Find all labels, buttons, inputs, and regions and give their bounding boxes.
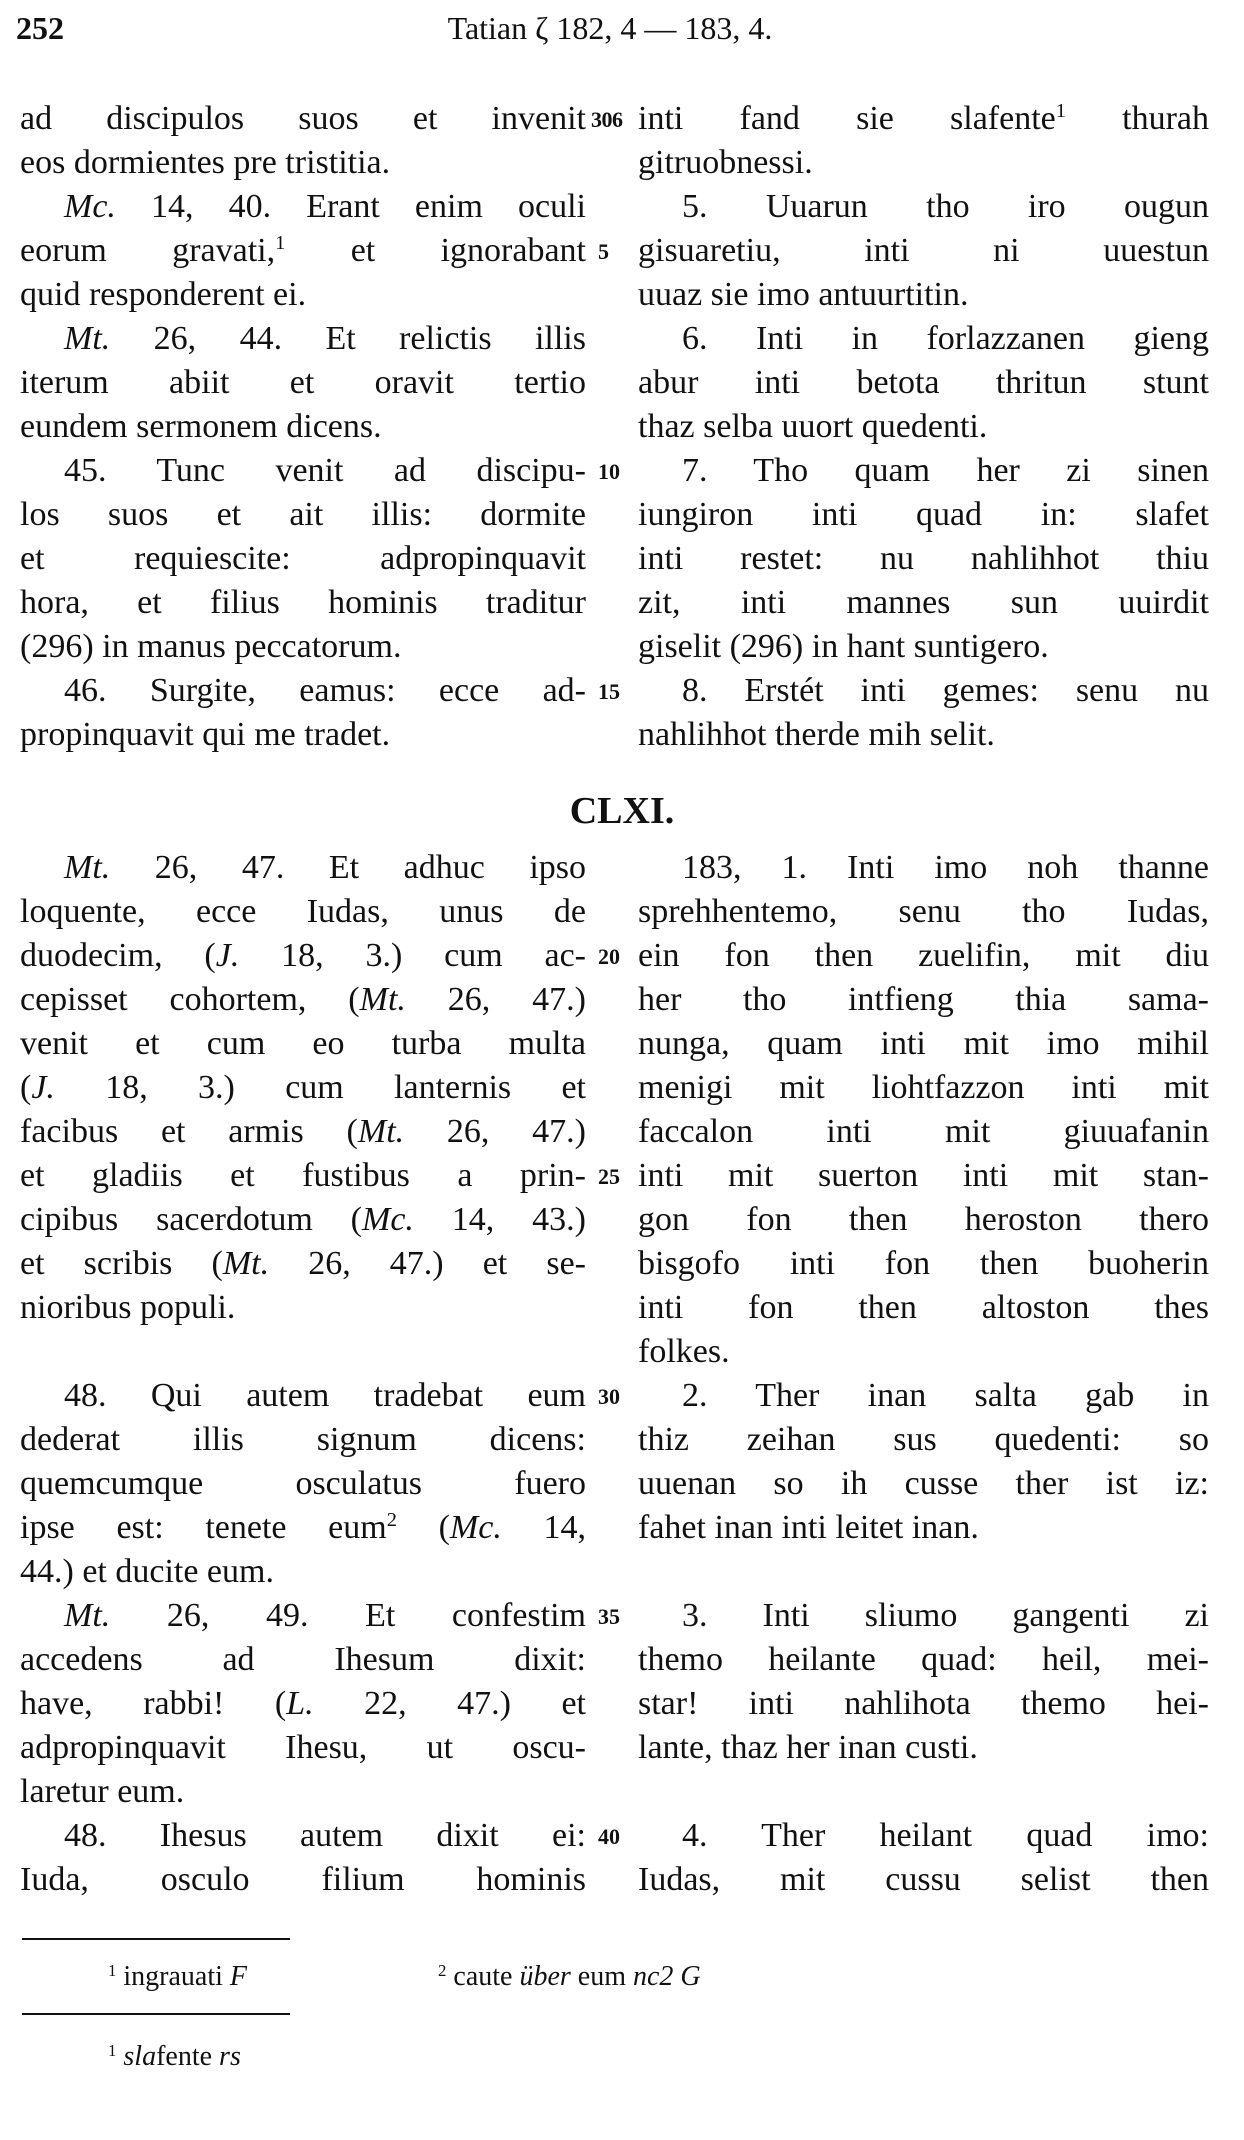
text-line-row xyxy=(0,1550,1244,1594)
text-line-row xyxy=(0,1770,1244,1814)
line-number: 5 xyxy=(598,239,609,264)
ohg-line: 183, 1. Inti imo noh thanne xyxy=(682,849,1209,886)
ohg-line: lante, thaz her inan custi. xyxy=(638,1729,978,1766)
footnote: $^2$ caute über eum nc2 G xyxy=(438,1961,701,1992)
line-number: 306 xyxy=(591,107,623,132)
latin-line: et requiescite: adpropinquavit xyxy=(20,540,586,577)
text-line-row xyxy=(0,1594,1244,1638)
latin-line: et scribis (Mt. 26, 47.) et se- xyxy=(20,1245,586,1282)
ohg-line: nunga, quam inti mit imo mihil xyxy=(638,1025,1209,1062)
text-line-row xyxy=(0,1154,1244,1198)
latin-line: quid responderent ei. xyxy=(20,276,307,313)
ohg-line: 2. Ther inan salta gab in xyxy=(682,1377,1209,1414)
latin-line: Mt. 26, 44. Et relictis illis xyxy=(64,320,586,357)
ohg-line: themo heilante quad: heil, mei- xyxy=(638,1641,1209,1678)
text-block-2 xyxy=(0,846,1244,1374)
latin-line: dederat illis signum dicens: xyxy=(20,1421,586,1458)
latin-line: 48. Ihesus autem dixit ei: xyxy=(64,1817,586,1854)
line-number: 15 xyxy=(598,679,620,704)
ohg-line: 3. Inti sliumo gangenti zi xyxy=(682,1597,1209,1634)
text-line-row xyxy=(0,978,1244,1022)
latin-line: cipibus sacerdotum (Mc. 14, 43.) xyxy=(20,1201,586,1238)
latin-line: los suos et ait illis: dormite xyxy=(20,496,586,533)
text-line-row xyxy=(0,1066,1244,1110)
text-line-row xyxy=(0,317,1244,361)
line-number: 40 xyxy=(598,1824,620,1849)
latin-line: eorum gravati,$^1$ et ignorabant xyxy=(20,232,586,269)
text-line-row xyxy=(0,1726,1244,1770)
ohg-line: thiz zeihan sus quedenti: so xyxy=(638,1421,1209,1458)
ohg-line: gon fon then heroston thero xyxy=(638,1201,1209,1238)
ohg-line: uuenan so ih cusse ther ist iz: xyxy=(638,1465,1209,1502)
latin-line: eundem sermonem dicens. xyxy=(20,408,382,445)
line-number: 10 xyxy=(598,459,620,484)
latin-line: facibus et armis (Mt. 26, 47.) xyxy=(20,1113,587,1150)
latin-line: laretur eum. xyxy=(20,1773,185,1810)
ohg-line: 6. Inti in forlazzanen gieng xyxy=(682,320,1209,357)
line-number: 35 xyxy=(598,1604,620,1629)
latin-line: propinquavit qui me tradet. xyxy=(20,716,391,753)
ohg-line: gitruobnessi. xyxy=(638,144,813,181)
ohg-line: inti fand sie slafente$^1$ thurah xyxy=(638,100,1209,137)
text-line-row xyxy=(0,1286,1244,1330)
latin-line: Mt. 26, 49. Et confestim xyxy=(64,1597,586,1634)
ohg-line: folkes. xyxy=(638,1333,730,1370)
text-line-row xyxy=(0,97,1244,141)
ohg-line: sprehhentemo, senu tho Iudas, xyxy=(638,893,1209,930)
page-number: 252 xyxy=(16,10,64,46)
text-line-row xyxy=(0,1022,1244,1066)
ohg-line: thaz selba uuort quedenti. xyxy=(638,408,988,445)
text-block-1 xyxy=(0,97,1244,757)
text-line-row xyxy=(0,405,1244,449)
ohg-line: faccalon inti mit giuuafanin xyxy=(638,1113,1209,1150)
latin-line: venit et cum eo turba multa xyxy=(20,1025,586,1062)
ohg-line: nahlihhot therde mih selit. xyxy=(638,716,995,753)
ohg-line: uuaz sie imo antuurtitin. xyxy=(638,276,969,313)
ohg-line: her tho intfieng thia sama- xyxy=(638,981,1209,1018)
text-line-row xyxy=(0,1418,1244,1462)
latin-line: et gladiis et fustibus a prin- xyxy=(20,1157,586,1194)
line-number: 20 xyxy=(598,944,620,969)
latin-line: hora, et filius hominis traditur xyxy=(20,584,586,621)
latin-line: ad discipulos suos et invenit xyxy=(20,100,586,137)
text-line-row xyxy=(0,713,1244,757)
latin-line: 44.) et ducite eum. xyxy=(20,1553,274,1590)
text-block-3 xyxy=(0,1374,1244,1902)
text-line-row xyxy=(0,890,1244,934)
text-line-row xyxy=(0,1198,1244,1242)
text-line-row xyxy=(0,1682,1244,1726)
latin-line: iterum abiit et oravit tertio xyxy=(20,364,586,401)
text-line-row xyxy=(0,846,1244,890)
text-line-row xyxy=(0,581,1244,625)
latin-line: adpropinquavit Ihesu, ut oscu- xyxy=(20,1729,586,1766)
text-line-row xyxy=(0,625,1244,669)
latin-line: loquente, ecce Iudas, unus de xyxy=(20,893,586,930)
ohg-line: menigi mit liohtfazzon inti mit xyxy=(638,1069,1209,1106)
ohg-line: iungiron inti quad in: slafet xyxy=(638,496,1209,533)
text-line-row xyxy=(0,537,1244,581)
text-line-row xyxy=(0,273,1244,317)
running-head: Tatian ζ 182, 4 — 183, 4. xyxy=(447,10,773,46)
footnote-rule-ohg xyxy=(22,2013,290,2015)
ohg-line: fahet inan inti leitet inan. xyxy=(638,1509,979,1546)
ohg-line: zit, inti mannes sun uuirdit xyxy=(638,584,1209,621)
latin-line: Mt. 26, 47. Et adhuc ipso xyxy=(64,849,586,886)
ohg-line: gisuaretiu, inti ni uuestun xyxy=(638,232,1209,269)
latin-line: cepisset cohortem, (Mt. 26, 47.) xyxy=(20,981,586,1018)
latin-line: accedens ad Ihesum dixit: xyxy=(20,1641,586,1678)
ohg-line: 4. Ther heilant quad imo: xyxy=(682,1817,1209,1854)
text-line-row xyxy=(0,185,1244,229)
ohg-line: inti restet: nu nahlihhot thiu xyxy=(638,540,1209,577)
ohg-line: Iudas, mit cussu selist then xyxy=(638,1861,1209,1898)
ohg-line: ein fon then zuelifin, mit diu xyxy=(638,937,1209,974)
ohg-line: inti fon then altoston thes xyxy=(638,1289,1209,1326)
ohg-line: bisgofo inti fon then buoherin xyxy=(638,1245,1209,1282)
text-line-row xyxy=(0,1638,1244,1682)
latin-line: Mc. 14, 40. Erant enim oculi xyxy=(64,188,586,225)
line-number: 25 xyxy=(598,1164,620,1189)
footnote: $^1$ ingrauati F xyxy=(108,1961,248,1992)
text-line-row xyxy=(0,361,1244,405)
ohg-line: 5. Uuarun tho iro ougun xyxy=(682,188,1209,225)
text-line-row xyxy=(0,1462,1244,1506)
ohg-line: 7. Tho quam her zi sinen xyxy=(682,452,1209,489)
text-line-row xyxy=(0,1330,1244,1374)
latin-line: 48. Qui autem tradebat eum xyxy=(64,1377,586,1414)
ohg-line: 8. Erstét inti gemes: senu nu xyxy=(682,672,1209,709)
ohg-line: star! inti nahlihota themo hei- xyxy=(638,1685,1209,1722)
footnote-rule-latin xyxy=(22,1938,290,1940)
text-line-row xyxy=(0,229,1244,273)
text-line-row xyxy=(0,1858,1244,1902)
line-number: 30 xyxy=(598,1384,620,1409)
latin-line: nioribus populi. xyxy=(20,1289,236,1326)
text-line-row xyxy=(0,141,1244,185)
text-line-row xyxy=(0,669,1244,713)
latin-line: eos dormientes pre tristitia. xyxy=(20,144,391,181)
text-line-row xyxy=(0,1814,1244,1858)
text-line-row xyxy=(0,934,1244,978)
ohg-line: abur inti betota thritun stunt xyxy=(638,364,1209,401)
latin-line: 45. Tunc venit ad discipu- xyxy=(64,452,586,489)
latin-line: (J. 18, 3.) cum lanternis et xyxy=(20,1069,586,1106)
latin-line: ipse est: tenete eum$^2$ (Mc. 14, xyxy=(20,1509,586,1546)
text-line-row xyxy=(0,1110,1244,1154)
latin-line: have, rabbi! (L. 22, 47.) et xyxy=(20,1685,587,1722)
section-title: CLXI. xyxy=(569,790,675,832)
ohg-line: inti mit suerton inti mit stan- xyxy=(638,1157,1209,1194)
latin-line: 46. Surgite, eamus: ecce ad- xyxy=(64,672,586,709)
text-line-row xyxy=(0,493,1244,537)
latin-line: duodecim, (J. 18, 3.) cum ac- xyxy=(20,937,586,974)
text-line-row xyxy=(0,449,1244,493)
footnote: $^1$ slafente rs xyxy=(108,2041,241,2072)
latin-line: Iuda, osculo filium hominis xyxy=(20,1861,586,1898)
text-line-row xyxy=(0,1506,1244,1550)
latin-line: quemcumque osculatus fuero xyxy=(20,1465,586,1502)
text-line-row xyxy=(0,1242,1244,1286)
text-line-row xyxy=(0,1374,1244,1418)
latin-line: (296) in manus peccatorum. xyxy=(20,628,402,665)
ohg-line: giselit (296) in hant suntigero. xyxy=(638,628,1049,665)
